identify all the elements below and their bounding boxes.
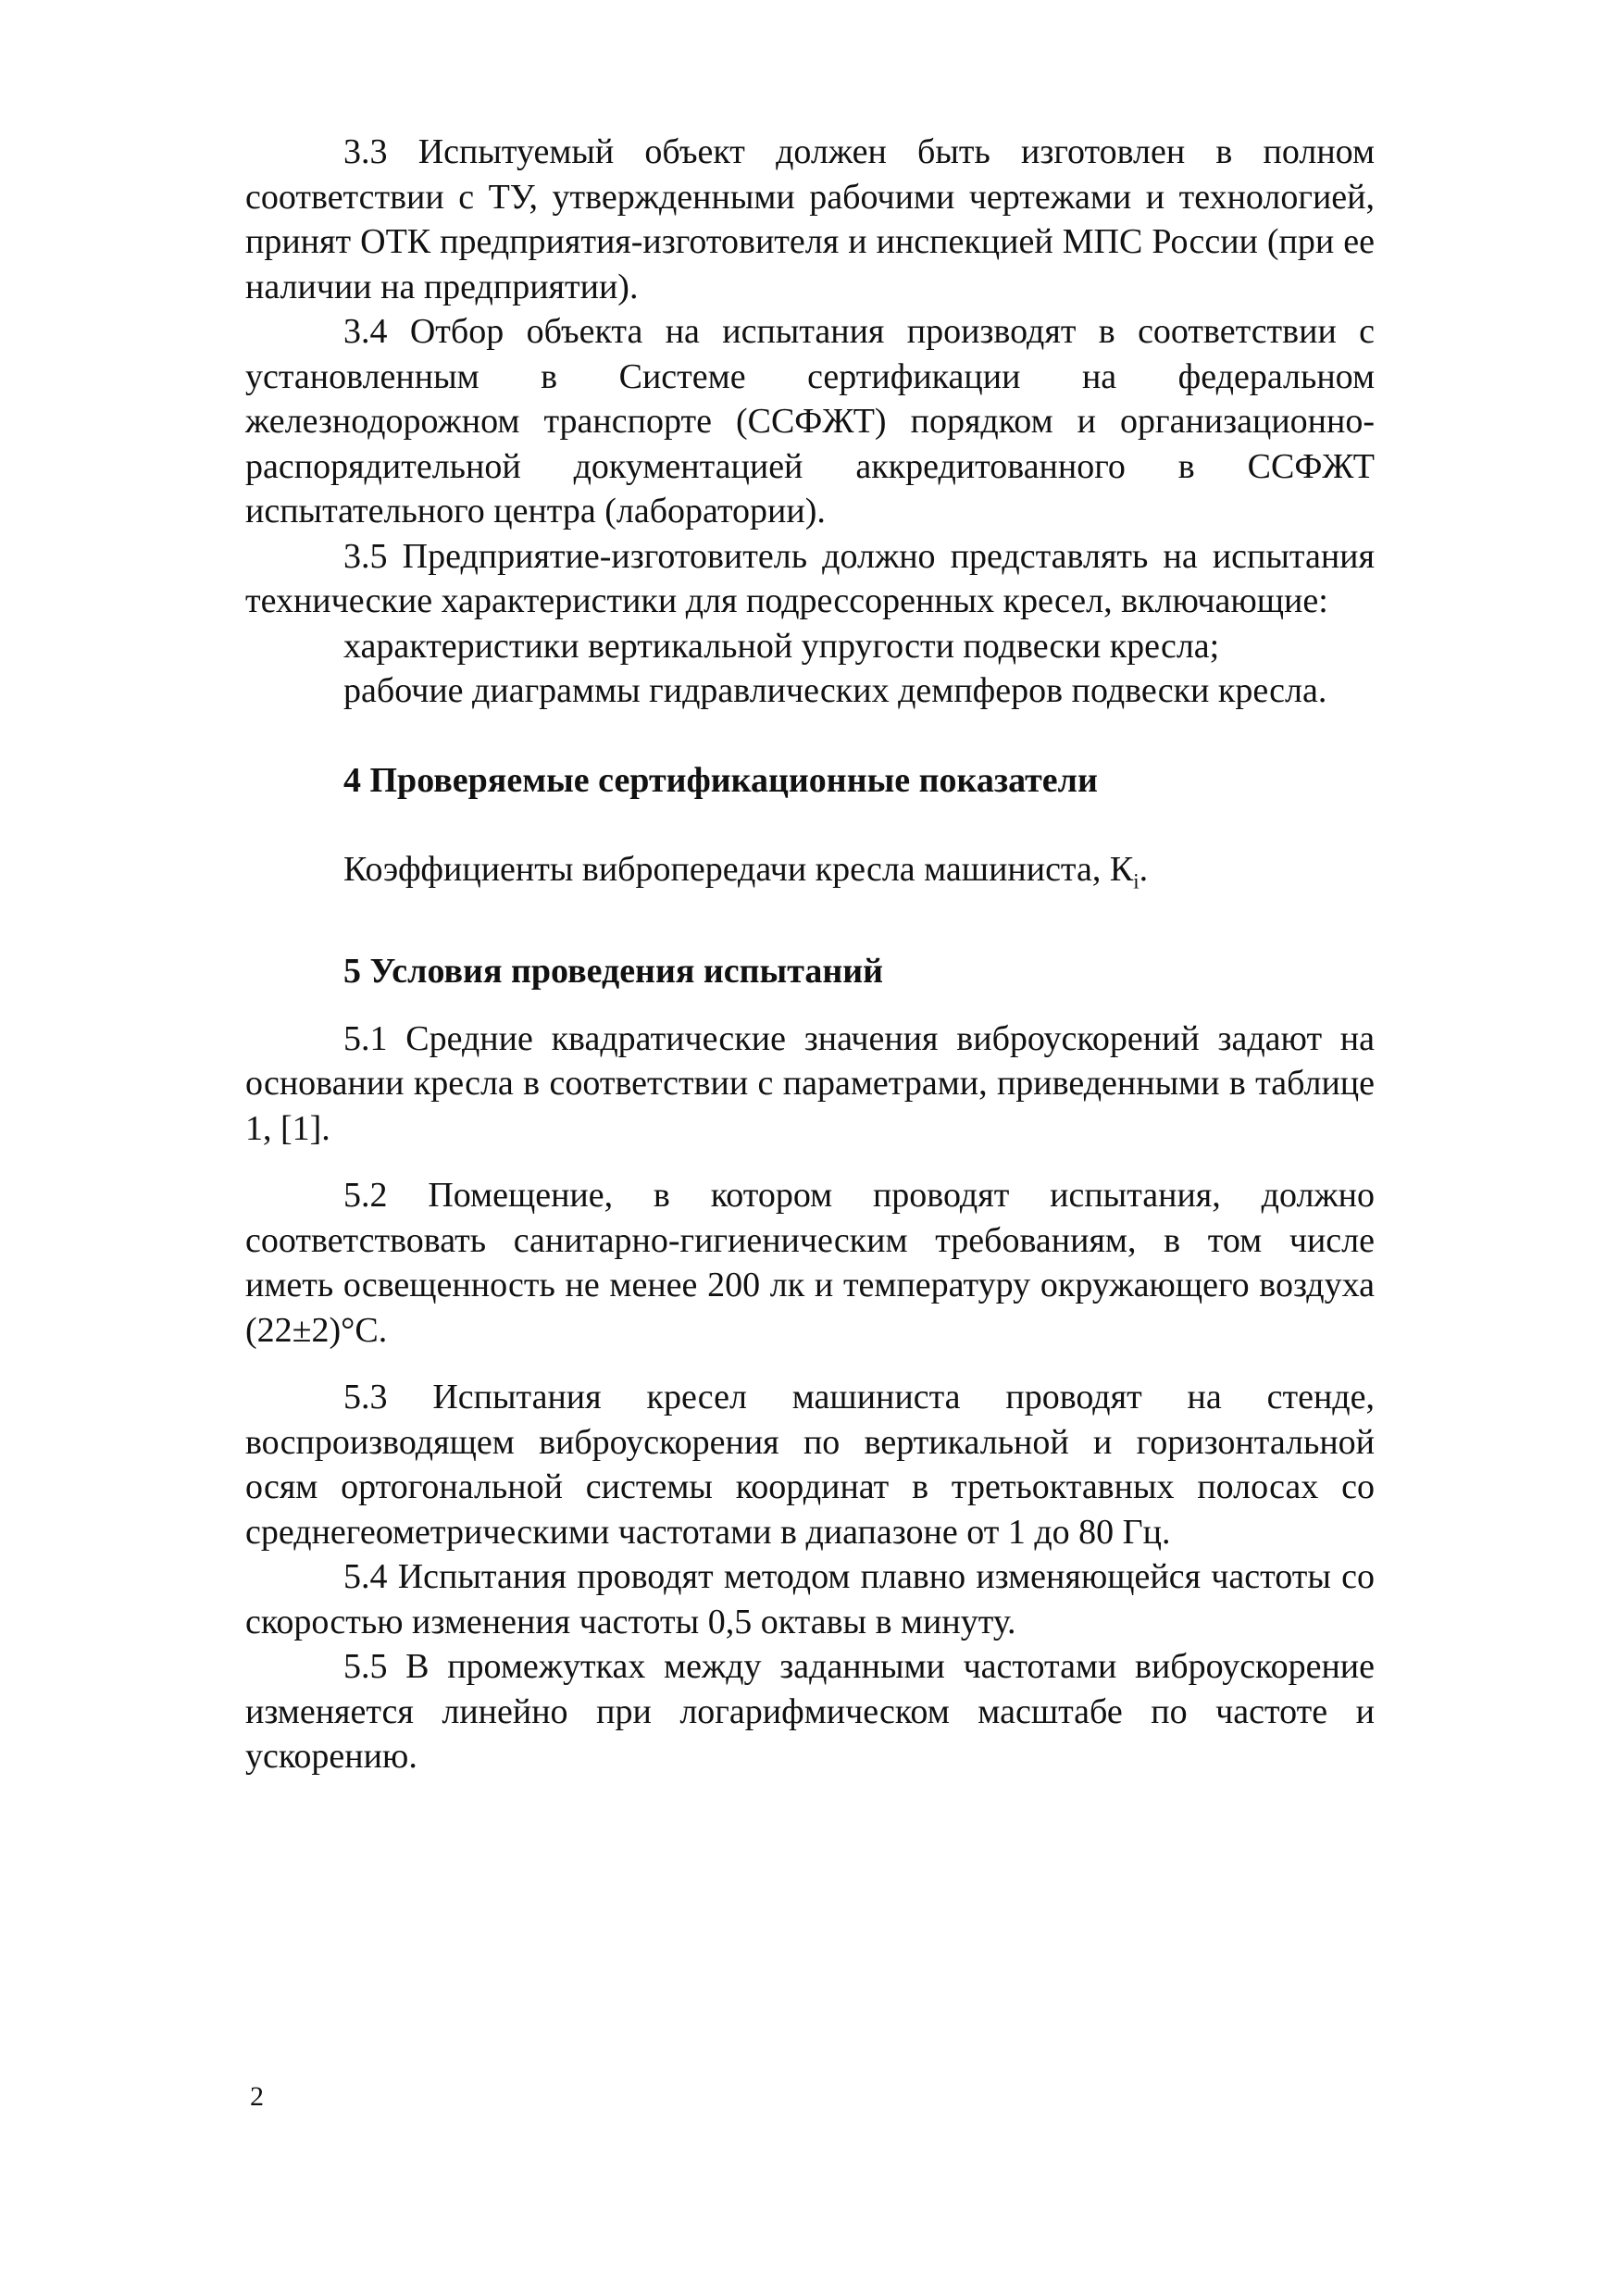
paragraph-5-4: 5.4 Испытания проводят методом плавно изменяющейся частоты со скоростью изменения частоты 0,5 октавы в минуту. [245, 1557, 1375, 1641]
paragraph-3-5: 3.5 Предприятие-изготовитель должно представлять на испытания технические характеристики для подрессоренных кресел, включающие: [245, 536, 1375, 620]
paragraph-3-3: 3.3 Испытуемый объект должен быть изготовлен в полном соответствии с ТУ, утвержденными рабочими чертежами и технологией, принят ОТК предприятия-изготовителя и инспекцией МПС России (при ее наличии на предприятии). [245, 132, 1375, 306]
section-4-heading: 4 Проверяемые сертификационные показатели [343, 760, 1098, 800]
section-5-heading: 5 Условия проведения испытаний [343, 952, 884, 992]
paragraph-5-2: 5.2 Помещение, в котором проводят испытания, должно соответствовать санитарно-гигиеническим требованиям, в том числе иметь освещенность не менее 200 лк и температуру окружающего воздуха (22±2)°С. [245, 1176, 1375, 1350]
document-body [245, 130, 1375, 1779]
section-4-text [245, 847, 1375, 905]
paragraph-5-1: 5.1 Средние квадратические значения виброускорений задают на основании кресла в соответствии с параметрами, приведенными в таблице 1, [1]. [245, 1018, 1375, 1148]
list-item: характеристики вертикальной упругости подвески кресла; [343, 626, 1220, 666]
page-number: 2 [250, 2081, 264, 2112]
paragraph-5-5: 5.5 В промежутках между заданными частотами виброускорение изменяется линейно при логарифмическом масштабе по частоте и ускорению. [245, 1647, 1375, 1777]
section-4-text-main: Коэффициенты вибропередачи кресла машиниста, К [343, 850, 1134, 889]
section-4-text-end: . [1139, 850, 1149, 889]
paragraph-5-3: 5.3 Испытания кресел машиниста проводят на стенде, воспроизводящем виброускорения по вертикальной и горизонтальной осям ортогональной системы координат в третьоктавных полосах со среднегеометрическими частотами в диапазоне от 1 до 80 Гц. [245, 1378, 1375, 1552]
list-item: рабочие диаграммы гидравлических демпферов подвески кресла. [343, 671, 1327, 710]
paragraph-3-4: 3.4 Отбор объекта на испытания производят в соответствии с установленным в Системе сертификации на федеральном железнодорожном транспорте (ССФЖТ) порядком и организационно-распорядительной документацией аккредитованного в ССФЖТ испытательного центра (лаборатории). [245, 312, 1375, 530]
subscript-index: i [1133, 869, 1140, 893]
